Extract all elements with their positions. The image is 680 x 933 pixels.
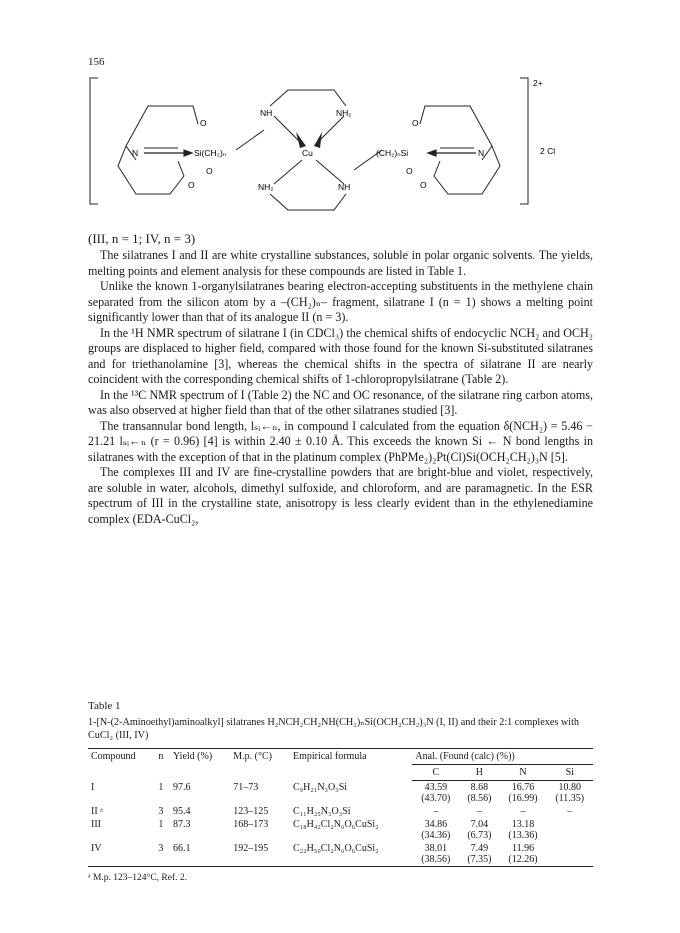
cell-analysis — [459, 842, 499, 867]
cell-mp: 168–173 — [233, 819, 269, 830]
cell-formula: C₉H₂₁N₃O₃Si — [292, 781, 348, 793]
cell-analysis — [500, 842, 547, 867]
found-value: – — [520, 806, 526, 817]
found-value: – — [476, 806, 482, 817]
calc-value: (12.26) — [508, 854, 538, 865]
cell-compound: III — [91, 819, 101, 830]
label-si-right: (CH₂)ₙSi — [376, 148, 409, 158]
paragraph: The complexes III and IV are fine-crystalline powders that are bright-blue and violet, respectively, are soluble in water, alcohols, dimethyl sulfoxide, and chloroform, and are paramagnetic. In the ESR spectrum of III in the crystalline state, anisotropy is less clearly evident than in the ethylenediamine complex (EDA-CuCl₂, — [88, 465, 593, 526]
label-counter-ion: 2 Cl — [540, 146, 556, 156]
label-cu: Cu — [302, 148, 313, 158]
calc-value: (6.73) — [467, 830, 492, 841]
label-nh2-top-right: NH₂ — [336, 108, 352, 118]
table-label: Table 1 — [88, 700, 121, 712]
found-value: 34.86 — [424, 819, 448, 830]
cell-analysis — [412, 818, 459, 842]
paragraph: Unlike the known 1-organylsilatranes bearing electron-accepting substituents in the methylene chain separated from the silicon atom by a –(CH₂)ₙ– fragment, silatrane I (n = 1) shows a melting point significantly lower than that of its analogue II (n = 3). — [88, 279, 593, 324]
header-n: n — [155, 749, 170, 781]
table-row — [88, 818, 593, 842]
label-nh2-bottom-left: NH₂ — [258, 182, 274, 192]
paragraph: In the ¹H NMR spectrum of silatrane I (in CDCl₃) the chemical shifts of endocyclic NCH₂ and OCH₂ groups are displaced to higher field, compared with those found for the known Si-substituted silatranes and for triethanolamine [3], whereas the chemical shifts in the spectra of silatrane II are nearly coincident with the corresponding chemical shifts of 1-chloropropylsilatrane (Table 2). — [88, 325, 593, 386]
label-o-mid-left: O — [206, 166, 213, 176]
header-anal: Anal. (Found (calc) (%)) — [412, 749, 593, 765]
cell-analysis — [412, 781, 459, 806]
cell-n: 3 — [158, 806, 164, 817]
cell-yield: 97.6 — [173, 781, 191, 793]
calc-value: (34.36) — [421, 830, 451, 841]
found-value: 11.96 — [511, 843, 535, 854]
cell-mp: 192–195 — [230, 842, 290, 867]
cell-n: 3 — [155, 842, 170, 867]
found-value: – — [567, 806, 573, 817]
cell-yield: 66.1 — [170, 842, 230, 867]
table-footnote: ᵃ M.p. 123–124°C, Ref. 2. — [88, 873, 188, 883]
data-table — [88, 748, 593, 867]
table-row — [88, 805, 593, 818]
label-o-bottom-right: O — [420, 180, 427, 190]
calc-value: (43.70) — [421, 793, 451, 804]
cell-compound: I — [91, 781, 95, 793]
cell-analysis — [412, 805, 459, 818]
cell-analysis — [500, 781, 547, 806]
header-h: H — [459, 765, 499, 781]
label-si-left: Si(CH₂)ₙ — [194, 148, 227, 158]
calc-value: (7.35) — [467, 854, 492, 865]
header-nn: N — [500, 765, 547, 781]
cell-analysis — [459, 805, 499, 818]
header-si: Si — [546, 765, 593, 781]
table-row — [88, 842, 593, 867]
calc-value: (16.99) — [508, 793, 538, 804]
cell-n: 1 — [158, 819, 164, 830]
cell-analysis — [546, 805, 593, 818]
cell-yield: 87.3 — [173, 819, 191, 830]
table-1 — [88, 700, 593, 883]
cell-formula: C₁₁H₂₅N₃O₃Si — [292, 806, 351, 817]
cell-analysis — [500, 818, 547, 842]
found-value: 7.49 — [470, 843, 489, 854]
cell-yield: 95.4 — [173, 806, 191, 817]
found-value: 16.76 — [511, 782, 535, 793]
header-c: C — [412, 765, 459, 781]
copper-complex-structure — [88, 76, 593, 226]
paragraph: The silatranes I and II are white crystalline substances, soluble in polar organic solvents. The yields, melting points and element analysis for these compounds are listed in Table 1. — [88, 248, 593, 278]
label-o-bottom-left: O — [188, 180, 195, 190]
found-value: 13.18 — [511, 819, 535, 830]
found-value: – — [433, 806, 439, 817]
calc-value: (11.35) — [555, 793, 585, 804]
paragraph: The transannular bond length, lₛᵢ←ₙ, in compound I calculated from the equation δ(NCH₂) = 5.46 − 21.21 lₛᵢ←ₙ (r = 0.96) [4] is within 2.40 ± 0.10 Å. This exceeds the known Si ← N bond lengths in silatranes with the exception of that in the platinum complex (PhPMe₂)₂Pt(Cl)Si(OCH₂CH₂)₃N [5]. — [88, 418, 593, 464]
label-charge: 2+ — [533, 78, 543, 88]
label-n-right: N — [478, 148, 485, 158]
header-mp: M.p. (°C) — [230, 749, 290, 781]
label-nh-top-left: NH — [260, 108, 273, 118]
label-n-left: N — [132, 148, 139, 158]
cell-analysis — [459, 781, 499, 806]
label-o-mid-right: O — [406, 166, 413, 176]
found-value: 7.04 — [470, 819, 489, 830]
structure-caption: (III, n = 1; IV, n = 3) — [88, 231, 196, 246]
label-o-top-right: O — [412, 118, 419, 128]
cell-analysis — [546, 818, 593, 842]
cell-analysis — [412, 842, 459, 867]
cell-compound: II ᵃ — [91, 806, 103, 817]
table-caption: 1-[N-(2-Aminoethyl)aminoalkyl] silatranes H₂NCH₂CH₂NH(CH₂)ₙSi(OCH₂CH₂)₃N (I, II) and their 2:1 complexes with CuCl₂ (III, IV) — [88, 717, 580, 741]
cell-formula: C₁₈H₄₂Cl₂N₆O₆CuSi₂ — [292, 819, 379, 830]
found-value: 43.59 — [424, 782, 448, 793]
page-number: 156 — [88, 56, 105, 68]
paragraph: In the ¹³C NMR spectrum of I (Table 2) the NC and OC resonance, of the silatrane ring carbon atoms, was also observed at higher field than that of the other silatranes studied [3]. — [88, 387, 593, 417]
cell-analysis — [546, 842, 593, 867]
cell-analysis — [546, 781, 593, 806]
cell-n: 1 — [158, 781, 164, 793]
body-text — [88, 248, 593, 527]
label-nh-bottom-right: NH — [338, 182, 351, 192]
cell-mp: 123–125 — [233, 806, 269, 817]
calc-value: (8.56) — [467, 793, 492, 804]
header-yield: Yield (%) — [170, 749, 230, 781]
header-compound: Compound — [88, 749, 155, 781]
cell-analysis — [500, 805, 547, 818]
header-formula: Empirical formula — [290, 749, 412, 781]
calc-value: (38.56) — [421, 854, 451, 865]
table-row — [88, 781, 593, 806]
cell-compound: IV — [88, 842, 155, 867]
found-value: 10.80 — [558, 782, 581, 793]
cell-analysis — [459, 818, 499, 842]
found-value: 8.68 — [470, 782, 489, 793]
label-o-top-left: O — [200, 118, 207, 128]
cell-formula: C₂₂H₅₀Cl₂N₆O₆CuSi₂ — [290, 842, 412, 867]
calc-value: (13.36) — [508, 830, 538, 841]
found-value: 38.01 — [424, 843, 448, 854]
cell-mp: 71–73 — [233, 781, 259, 793]
